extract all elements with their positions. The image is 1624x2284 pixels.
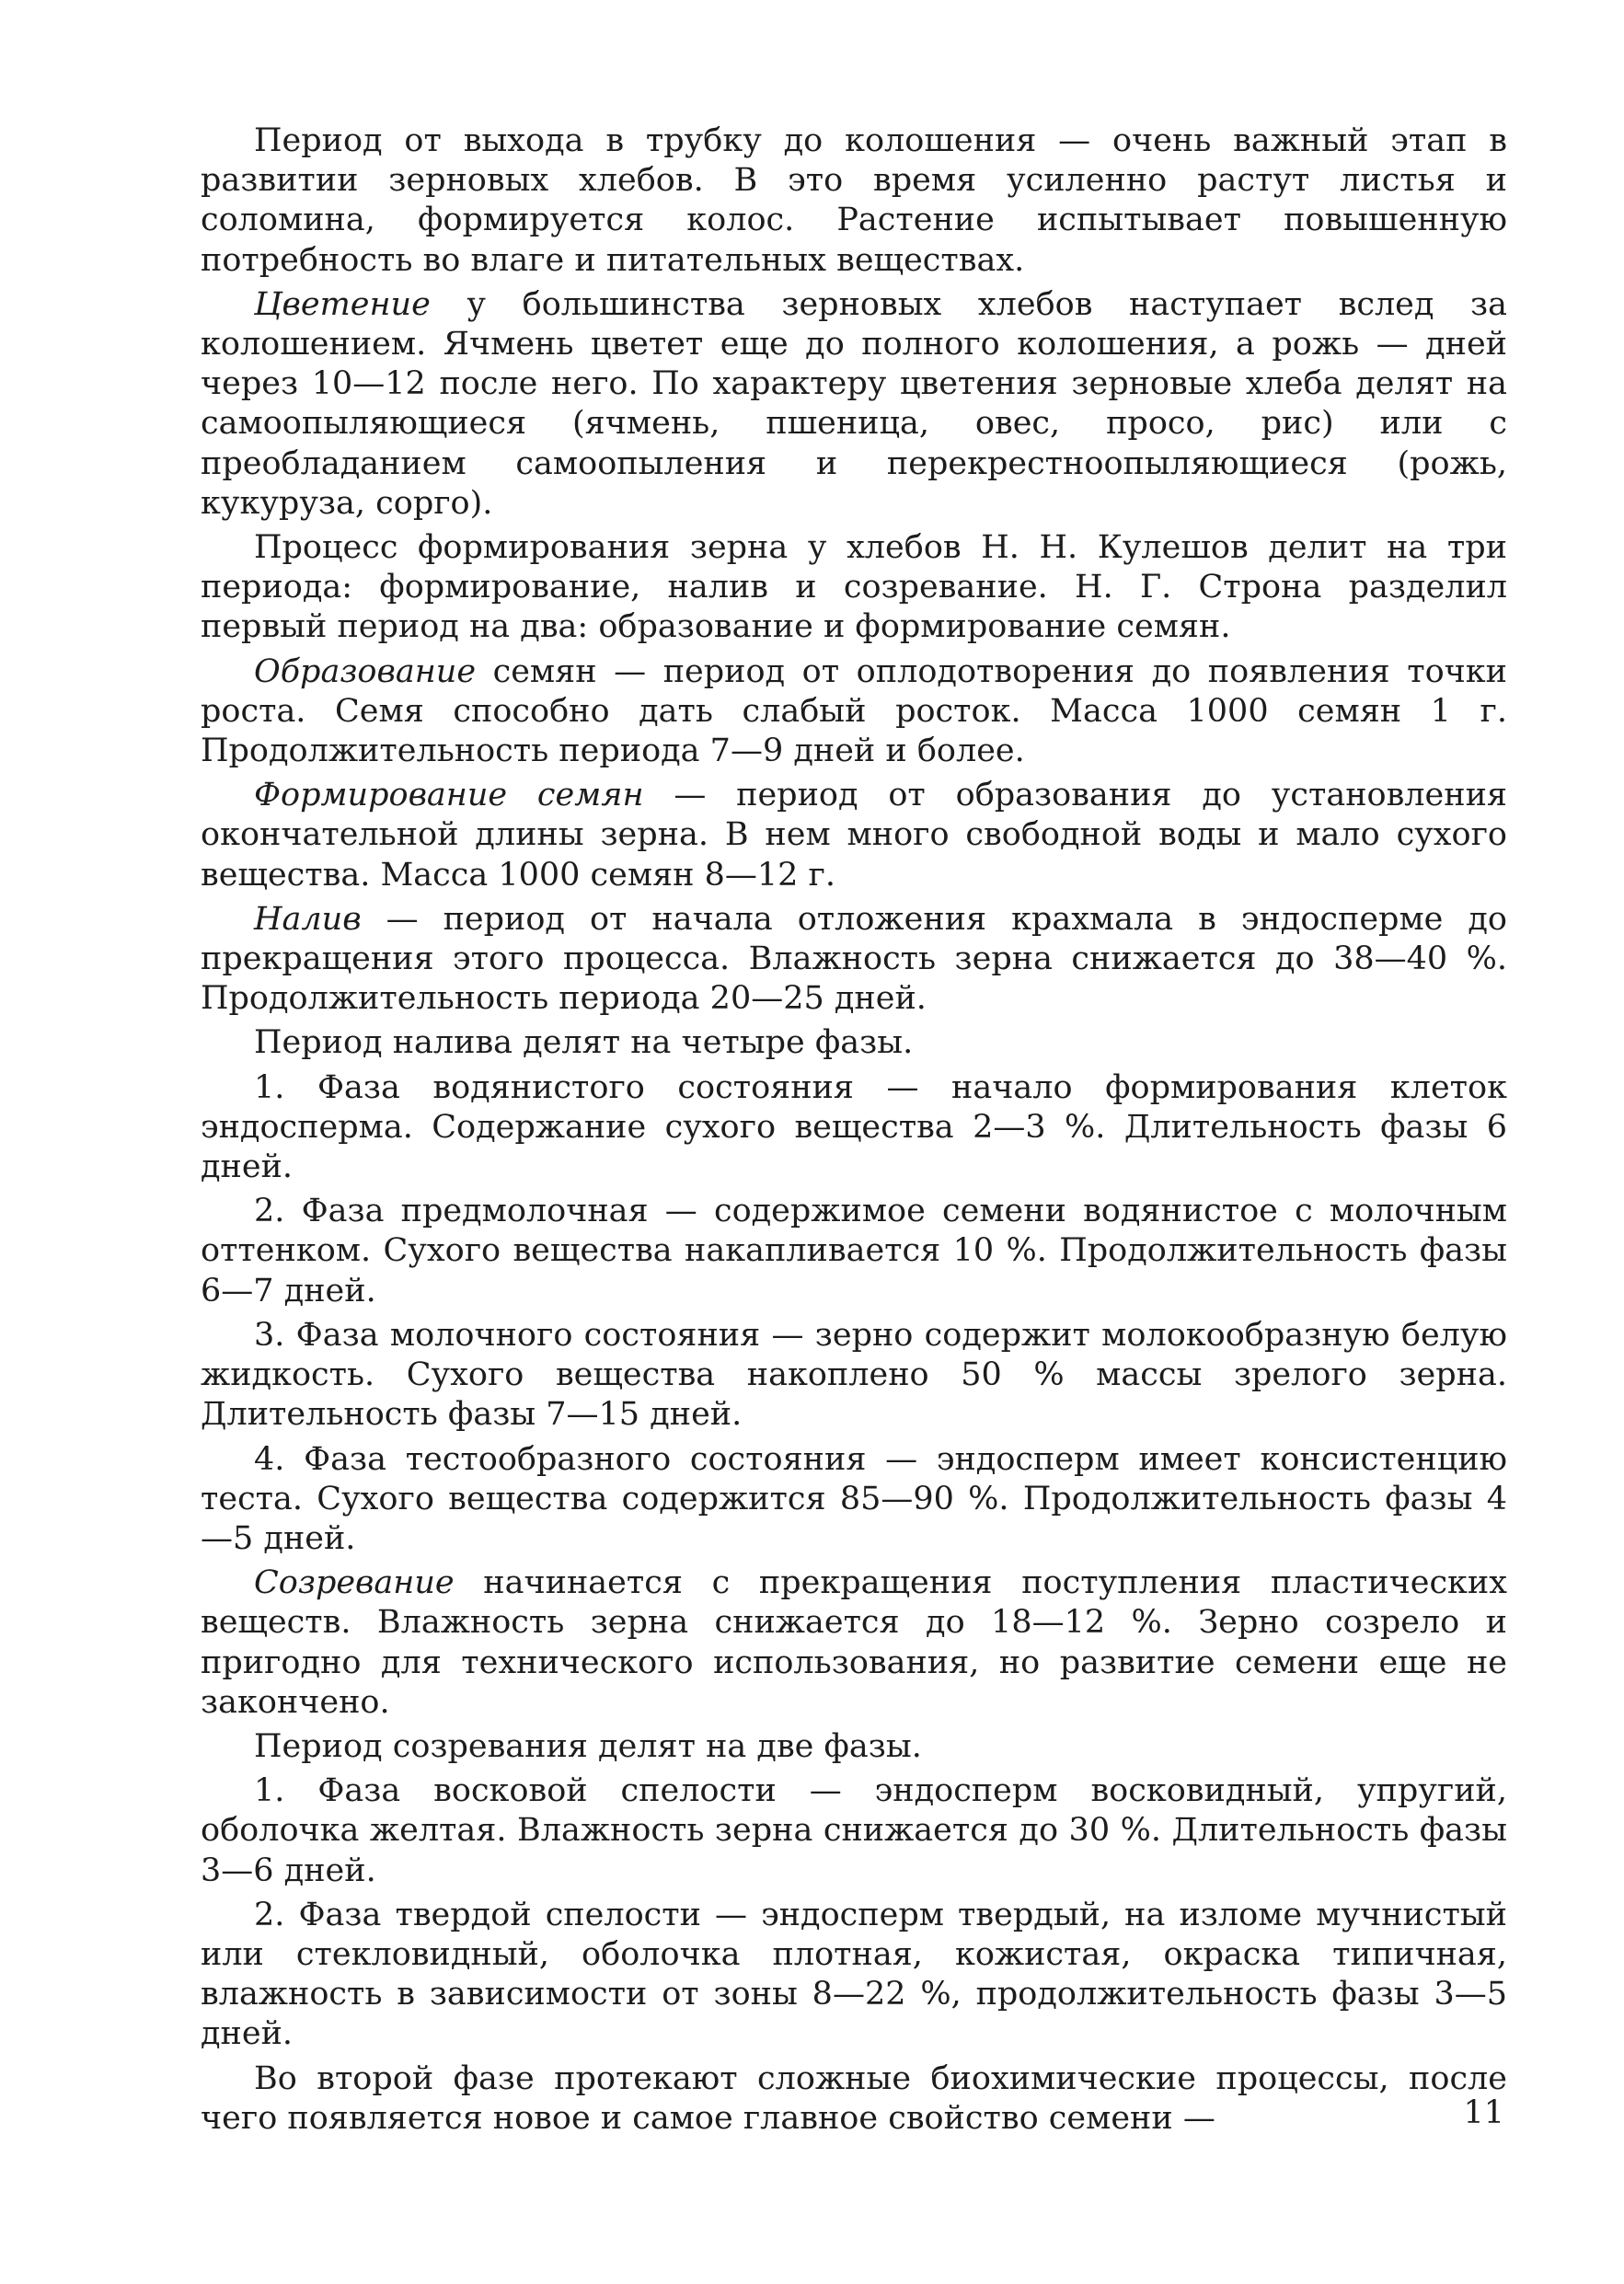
paragraph — [201, 2059, 1507, 2139]
paragraph — [201, 1896, 1507, 2055]
term: Налив — [254, 900, 362, 938]
paragraph-text: Процесс формирования зерна у хлебов Н. Н. Кулешов делит на три периода: формирование, налив и созревание. Н. Г. Строна разделил первый период на два: образование и формирование семян. — [201, 529, 1507, 646]
paragraph — [201, 1068, 1507, 1188]
paragraph-text: 4. Фаза тестообразного состояния — эндосперм имеет консистенцию теста. Сухого вещества содержится 85—90 %. Продолжительность фазы 4—5 дней. — [201, 1440, 1507, 1557]
paragraph-text: Период налива делят на четыре фазы. — [254, 1024, 914, 1062]
paragraph — [201, 900, 1507, 1020]
term: Образование — [254, 652, 477, 690]
paragraph-text: Период созревания делят на две фазы. — [254, 1727, 922, 1765]
paragraph-text: 3. Фаза молочного состояния — зерно содержит молокообразную белую жидкость. Сухого вещества накоплено 50 % массы зрелого зерна. Длительность фазы 7—15 дней. — [201, 1316, 1507, 1434]
term: Формирование семян — [254, 777, 644, 814]
paragraph — [201, 1440, 1507, 1560]
paragraph-text: — период от образования до установления окончательной длины зерна. В нем много свободной воды и мало сухого вещества. Масса 1000 семян 8—12 г. — [201, 777, 1507, 894]
paragraph — [201, 652, 1507, 772]
paragraph — [201, 1563, 1507, 1723]
term: Созревание — [254, 1564, 455, 1602]
paragraph — [201, 1023, 1507, 1063]
paragraph — [201, 1727, 1507, 1767]
paragraph-text: Во второй фазе протекают сложные биохимические процессы, после чего появляется новое и самое главное свойство семени — — [201, 2059, 1507, 2137]
paragraph-text: у большинства зерновых хлебов наступает вслед за колошением. Ячмень цветет еще до полного колошения, а рожь — дней через 10—12 после него. По характеру цветения зерновые хлеба делят на самоопыляющиеся (ячмень, пшеница, овес, просо, рис) или с преобладанием самоопыления и перекрестноопыляющиеся (рожь, кукуруза, сорго). — [201, 285, 1507, 522]
term: Цветение — [254, 285, 431, 323]
paragraph-text: — период от начала отложения крахмала в эндосперме до прекращения этого процесса. Влажность зерна снижается до 38—40 %. Продолжительность периода 20—25 дней. — [201, 900, 1507, 1018]
paragraph-text: 2. Фаза предмолочная — содержимое семени водянистое с молочным оттенком. Сухого вещества накапливается 10 %. Продолжительность фазы 6—7 дней. — [201, 1193, 1507, 1309]
paragraph-text: начинается с прекращения поступления пластических веществ. Влажность зерна снижается до 18—12 %. Зерно созрело и пригодно для технического использования, но развитие семени еще не закончено. — [201, 1564, 1507, 1721]
paragraph-text: 1. Фаза восковой спелости — эндосперм восковидный, упругий, оболочка желтая. Влажность зерна снижается до 30 %. Длительность фазы 3—6 дней. — [201, 1772, 1507, 1889]
paragraph-text: Период от выхода в трубку до колошения — очень важный этап в развитии зерновых хлебов. В это время усиленно растут листья и соломина, формируется колос. Растение испытывает повышенную потребность во влаге и питательных веществах. — [201, 122, 1507, 279]
page-number: 11 — [1463, 2094, 1504, 2131]
paragraph-text: семян — период от оплодотворения до появления точки роста. Семя способно дать слабый росток. Масса 1000 семян 1 г. Продолжительность периода 7—9 дней и более. — [201, 652, 1507, 770]
paragraph — [201, 1192, 1507, 1311]
paragraph — [201, 285, 1507, 524]
paragraph — [201, 1316, 1507, 1436]
paragraph — [201, 528, 1507, 648]
paragraph — [201, 1771, 1507, 1891]
paragraph — [201, 776, 1507, 895]
paragraph-text: 2. Фаза твердой спелости — эндосперм твердый, на изломе мучнистый или стекловидный, оболочка плотная, кожистая, окраска типичная, влажность в зависимости от зоны 8—22 %, продолжительность фазы 3—5 дней. — [201, 1896, 1507, 2053]
paragraph — [201, 121, 1507, 281]
paragraph-text: 1. Фаза водянистого состояния — начало формирования клеток эндосперма. Содержание сухого вещества 2—3 %. Длительность фазы 6 дней. — [201, 1068, 1507, 1186]
body-text — [201, 121, 1507, 2139]
